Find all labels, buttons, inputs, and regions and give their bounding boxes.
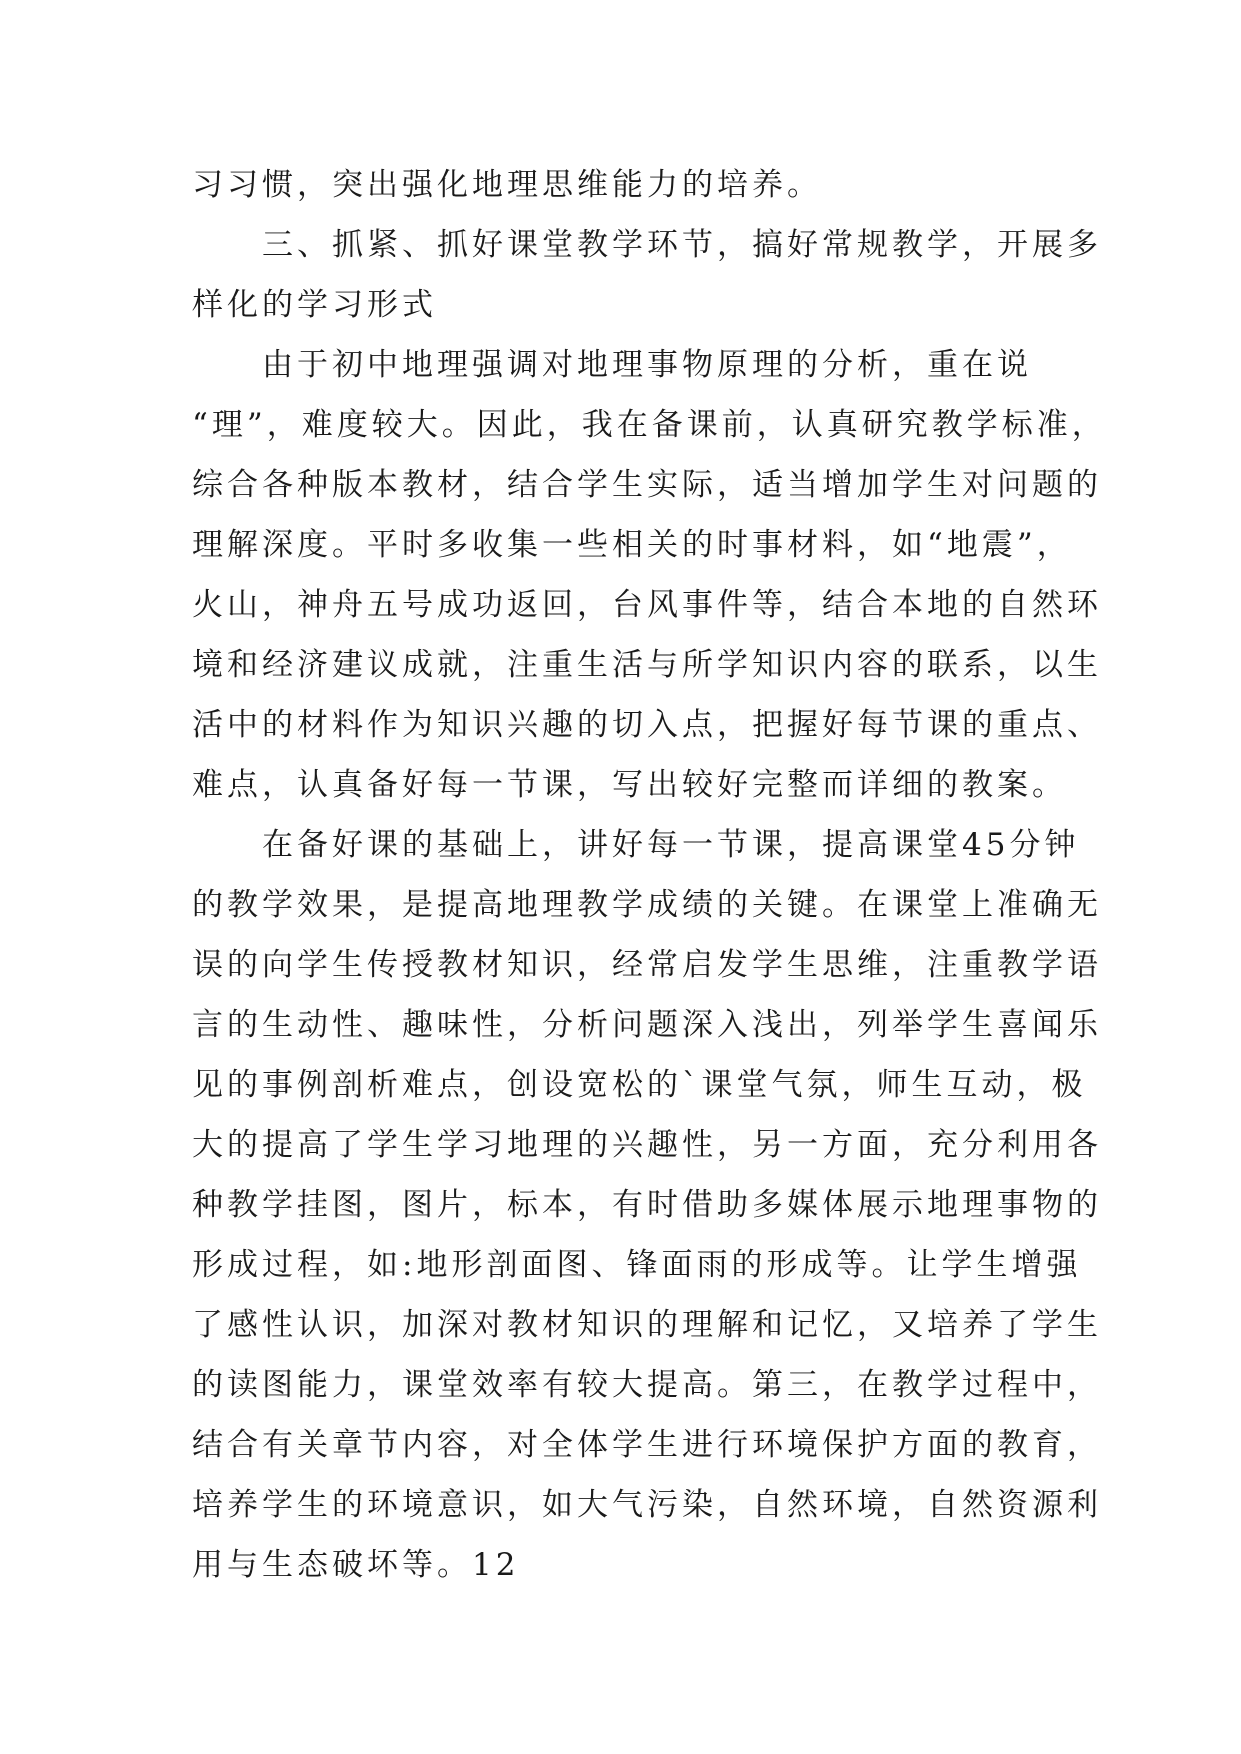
section-heading-line: 样化的学习形式 [192,287,437,323]
text-line: “理”，难度较大。因此，我在备课前，认真研究教学标准， [192,407,1107,443]
text-line: 的读图能力，课堂效率有较大提高。第三，在教学过程中， [192,1367,1102,1403]
body-text [192,155,1107,1595]
text-line: 境和经济建议成就，注重生活与所学知识内容的联系，以生 [192,647,1102,683]
text-line: 误的向学生传授教材知识，经常启发学生思维，注重教学语 [192,947,1102,983]
text-line: 培养学生的环境意识，如大气污染，自然环境，自然资源利 [192,1487,1102,1523]
text-line: 形成过程，如:地形剖面图、锋面雨的形成等。让学生增强 [192,1247,1082,1283]
text-line: 用与生态破坏等。12 [192,1547,520,1583]
text-line: 活中的材料作为知识兴趣的切入点，把握好每节课的重点、 [192,707,1102,743]
text-line: 习习惯，突出强化地理思维能力的培养。 [192,167,822,203]
text-line: 火山，神舟五号成功返回，台风事件等，结合本地的自然环 [192,587,1102,623]
text-line: 难点，认真备好每一节课，写出较好完整而详细的教案。 [192,767,1067,803]
text-line: 了感性认识，加深对教材知识的理解和记忆，又培养了学生 [192,1307,1102,1343]
text-line: 综合各种版本教材，结合学生实际，适当增加学生对问题的 [192,467,1102,503]
section-heading-line: 三、抓紧、抓好课堂教学环节，搞好常规教学，开展多 [192,227,1102,263]
text-line: 结合有关章节内容，对全体学生进行环境保护方面的教育， [192,1427,1102,1463]
text-line: 由于初中地理强调对地理事物原理的分析，重在说 [192,347,1032,383]
text-line: 的教学效果，是提高地理教学成绩的关键。在课堂上准确无 [192,887,1102,923]
text-line: 理解深度。平时多收集一些相关的时事材料，如“地震”， [192,527,1072,563]
text-line: 言的生动性、趣味性，分析问题深入浅出，列举学生喜闻乐 [192,1007,1102,1043]
text-line: 种教学挂图，图片，标本，有时借助多媒体展示地理事物的 [192,1187,1102,1223]
text-line: 在备好课的基础上，讲好每一节课，提高课堂45分钟 [192,827,1080,863]
text-line: 大的提高了学生学习地理的兴趣性，另一方面，充分利用各 [192,1127,1102,1163]
text-line: 见的事例剖析难点，创设宽松的`课堂气氛，师生互动，极 [192,1067,1087,1103]
